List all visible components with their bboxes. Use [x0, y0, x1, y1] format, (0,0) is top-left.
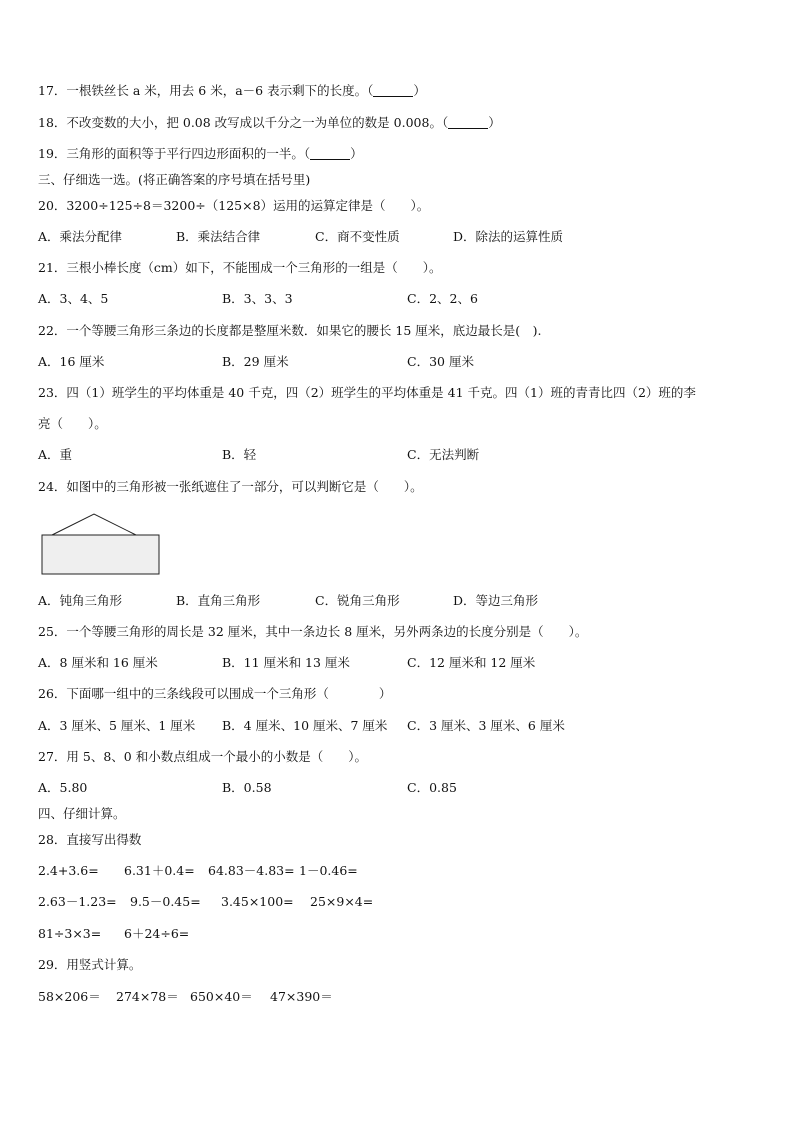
- question-22-text: 22．一个等腰三角形三条边的长度都是整厘米数．如果它的腰长 15 厘米，底边最长是( ).: [38, 323, 542, 338]
- calc-item: 3.45×100=: [221, 894, 294, 909]
- q24-option-a[interactable]: A．钝角三角形: [38, 593, 123, 608]
- calc-item: 6＋24÷6=: [124, 926, 190, 941]
- calc-item: 650×40＝: [190, 989, 253, 1004]
- q22-option-c[interactable]: C．30 厘米: [407, 354, 474, 369]
- question-18: 18．不改变数的大小，把 0.08 改写成以千分之一为单位的数是 0.008。（ ）: [38, 115, 501, 130]
- covering-paper: [42, 535, 159, 574]
- section-4-heading: 四、仔细计算。: [38, 806, 126, 821]
- q24-option-c[interactable]: C．锐角三角形: [315, 593, 400, 608]
- question-23-text-cont: 亮（ ）。: [38, 416, 107, 431]
- question-17-text: 17．一根铁丝长 a 米，用去 6 米，a－6 表示剩下的长度。（: [38, 83, 374, 98]
- q26-option-a[interactable]: A．3 厘米、5 厘米、1 厘米: [38, 718, 196, 733]
- q27-option-a[interactable]: A．5.80: [38, 780, 88, 795]
- q20-option-b[interactable]: B．乘法结合律: [176, 229, 261, 244]
- calc-item: 47×390＝: [270, 989, 333, 1004]
- calc-item: 58×206＝: [38, 989, 101, 1004]
- question-17: 17．一根铁丝长 a 米，用去 6 米，a－6 表示剩下的长度。（ ）: [38, 83, 426, 98]
- q21-option-a[interactable]: A．3、4、5: [38, 291, 109, 306]
- q26-option-b[interactable]: B．4 厘米、10 厘米、7 厘米: [222, 718, 388, 733]
- q20-option-c[interactable]: C．商不变性质: [315, 229, 400, 244]
- question-25-text: 25．一个等腰三角形的周长是 32 厘米，其中一条边长 8 厘米，另外两条边的长度分别是（ ）。: [38, 624, 588, 639]
- q23-option-b[interactable]: B．轻: [222, 447, 257, 462]
- q26-option-c[interactable]: C．3 厘米、3 厘米、6 厘米: [407, 718, 565, 733]
- triangle-top: [52, 514, 136, 535]
- question-23-text: 23．四（1）班学生的平均体重是 40 千克，四（2）班学生的平均体重是 41 千克。四（1）班的青青比四（2）班的李: [38, 385, 696, 400]
- q24-option-b[interactable]: B．直角三角形: [176, 593, 261, 608]
- calc-item: 2.4+3.6=: [38, 863, 99, 878]
- q20-option-a[interactable]: A．乘法分配律: [38, 229, 123, 244]
- question-20-text: 20．3200÷125÷8＝3200÷（125×8）运用的运算定律是（ ）。: [38, 198, 430, 213]
- covered-triangle-figure: [40, 512, 162, 578]
- question-29-text: 29．用竖式计算。: [38, 957, 142, 972]
- question-21-text: 21．三根小棒长度（cm）如下，不能围成一个三角形的一组是（ ）。: [38, 260, 442, 275]
- answer-blank[interactable]: [310, 147, 350, 160]
- question-19-text: 19．三角形的面积等于平行四边形面积的一半。（: [38, 146, 311, 161]
- q25-option-c[interactable]: C．12 厘米和 12 厘米: [407, 655, 536, 670]
- q24-option-d[interactable]: D．等边三角形: [453, 593, 539, 608]
- answer-blank[interactable]: [448, 116, 488, 129]
- q20-option-d[interactable]: D．除法的运算性质: [453, 229, 564, 244]
- question-26-text: 26．下面哪一组中的三条线段可以围成一个三角形（ ）: [38, 686, 392, 701]
- q23-option-a[interactable]: A．重: [38, 447, 73, 462]
- q27-option-c[interactable]: C．0.85: [407, 780, 457, 795]
- calc-item: 25×9×4=: [310, 894, 374, 909]
- calc-item: 2.63－1.23=: [38, 894, 117, 909]
- section-3-heading: 三、仔细选一选。(将正确答案的序号填在括号里): [38, 172, 311, 187]
- question-19: 19．三角形的面积等于平行四边形面积的一半。（ ）: [38, 146, 363, 161]
- calc-item: 1－0.46=: [299, 863, 358, 878]
- q22-option-a[interactable]: A．16 厘米: [38, 354, 105, 369]
- calc-item: 64.83－4.83=: [208, 863, 295, 878]
- question-27-text: 27．用 5、8、0 和小数点组成一个最小的小数是（ ）。: [38, 749, 367, 764]
- q21-option-b[interactable]: B．3、3、3: [222, 291, 293, 306]
- calc-item: 274×78＝: [116, 989, 179, 1004]
- question-28-text: 28．直接写出得数: [38, 832, 142, 847]
- calc-item: 6.31＋0.4=: [124, 863, 195, 878]
- q23-option-c[interactable]: C．无法判断: [407, 447, 480, 462]
- q21-option-c[interactable]: C．2、2、6: [407, 291, 478, 306]
- q27-option-b[interactable]: B．0.58: [222, 780, 272, 795]
- q25-option-b[interactable]: B．11 厘米和 13 厘米: [222, 655, 350, 670]
- question-24-text: 24．如图中的三角形被一张纸遮住了一部分，可以判断它是（ ）。: [38, 479, 423, 494]
- q25-option-a[interactable]: A．8 厘米和 16 厘米: [38, 655, 158, 670]
- calc-item: 81÷3×3=: [38, 926, 102, 941]
- answer-blank[interactable]: [373, 84, 413, 97]
- question-18-text: 18．不改变数的大小，把 0.08 改写成以千分之一为单位的数是 0.008。（: [38, 115, 449, 130]
- calc-item: 9.5－0.45=: [130, 894, 201, 909]
- q22-option-b[interactable]: B．29 厘米: [222, 354, 289, 369]
